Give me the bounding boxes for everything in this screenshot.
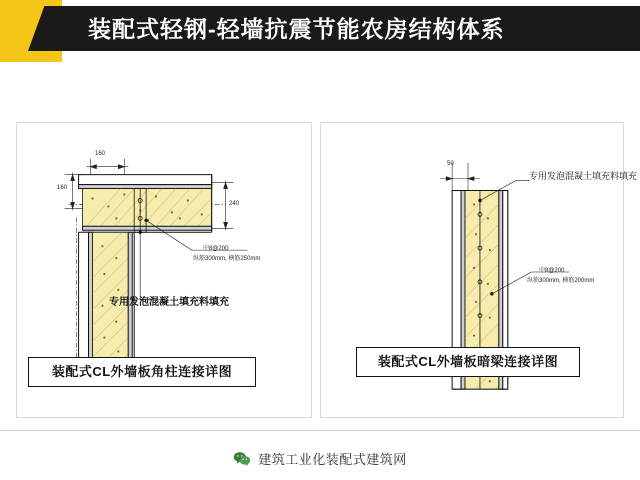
page-header	[0, 0, 640, 62]
footer	[0, 440, 640, 476]
wechat-icon	[233, 451, 251, 466]
right-detail-caption: 装配式CL外墙板暗梁连接详图	[356, 347, 580, 377]
dim-left: 160	[57, 185, 68, 191]
dim-top-right: 50	[447, 161, 454, 167]
fill-label-right: 专用发泡混凝土填充料填充	[529, 171, 638, 181]
dim-top-left: 160	[95, 151, 106, 157]
left-detail-caption: 装配式CL外墙板角柱连接详图	[28, 357, 256, 387]
rebar-sub-label-right: 纵筋300mm, 横筋200mm	[527, 278, 595, 284]
page-title: 装配式轻钢-轻墙抗震节能农房结构体系	[88, 16, 505, 42]
rebar-main-label: 中8@200	[203, 246, 229, 252]
dim-right: 240	[229, 201, 240, 207]
rebar-main-label-right: 中8@200	[539, 268, 565, 274]
footer-divider	[0, 430, 640, 431]
footer-text: 建筑工业化装配式建筑网	[258, 451, 407, 467]
rebar-sub-label: 纵筋300mm, 横筋250mm	[193, 256, 261, 262]
fill-label: 专用发泡混凝土填充料填充	[109, 297, 229, 308]
